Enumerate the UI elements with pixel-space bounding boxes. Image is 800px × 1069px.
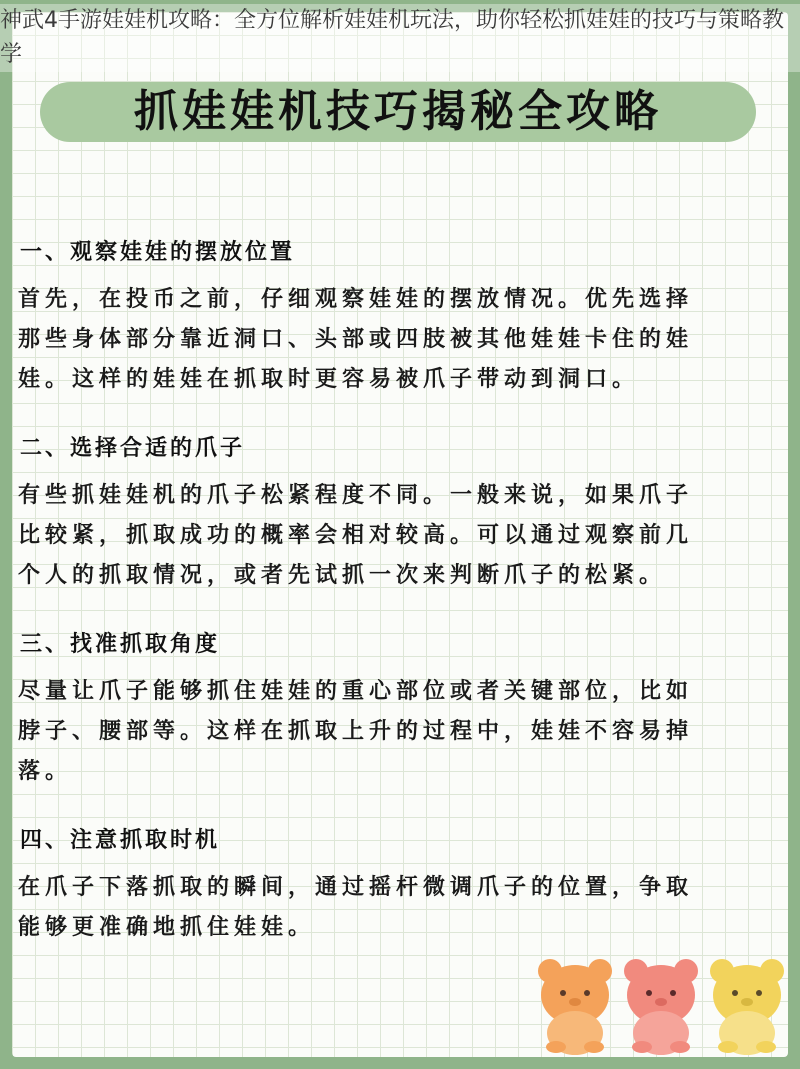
bear-yellow-icon <box>706 955 788 1055</box>
bear-orange-icon <box>534 955 616 1055</box>
section-body: 在爪子下落抓取的瞬间，通过摇杆微调爪子的位置，争取 能够更准确地抓住娃娃。 <box>18 875 694 940</box>
bear-pink-icon <box>620 955 702 1055</box>
section-1 <box>18 238 778 400</box>
section-heading <box>18 826 234 856</box>
section-heading <box>18 238 309 268</box>
section-heading-text: 二、选择合适的爪子 <box>20 436 246 461</box>
section-3 <box>18 630 778 792</box>
section-4 <box>18 826 778 948</box>
section-heading-text: 四、注意抓取时机 <box>20 828 221 853</box>
section-heading-text: 三、找准抓取角度 <box>20 632 221 657</box>
section-heading-text: 一、观察娃娃的摆放位置 <box>20 240 296 265</box>
section-heading <box>18 434 259 464</box>
section-body: 有些抓娃娃机的爪子松紧程度不同。一般来说，如果爪子 比较紧，抓取成功的概率会相对较高。可以通过观察前几 个人的抓取情况，或者先试抓一次来判断爪子的松紧。 <box>18 483 694 588</box>
section-2 <box>18 434 778 596</box>
article-title: 神武4手游娃娃机攻略：全方位解析娃娃机玩法，助你轻松抓娃娃的技巧与策略教学 <box>0 4 800 72</box>
section-body: 尽量让爪子能够抓住娃娃的重心部位或者关键部位，比如 脖子、腰部等。这样在抓取上升的过程中，娃娃不容易掉 落。 <box>18 679 694 784</box>
section-heading <box>18 630 234 660</box>
section-body: 首先，在投币之前，仔细观察娃娃的摆放情况。优先选择 那些身体部分靠近洞口、头部或四肢被其他娃娃卡住的娃 娃。这样的娃娃在抓取时更容易被爪子带动到洞口。 <box>18 287 694 392</box>
banner-title: 抓娃娃机技巧揭秘全攻略 <box>134 86 662 137</box>
